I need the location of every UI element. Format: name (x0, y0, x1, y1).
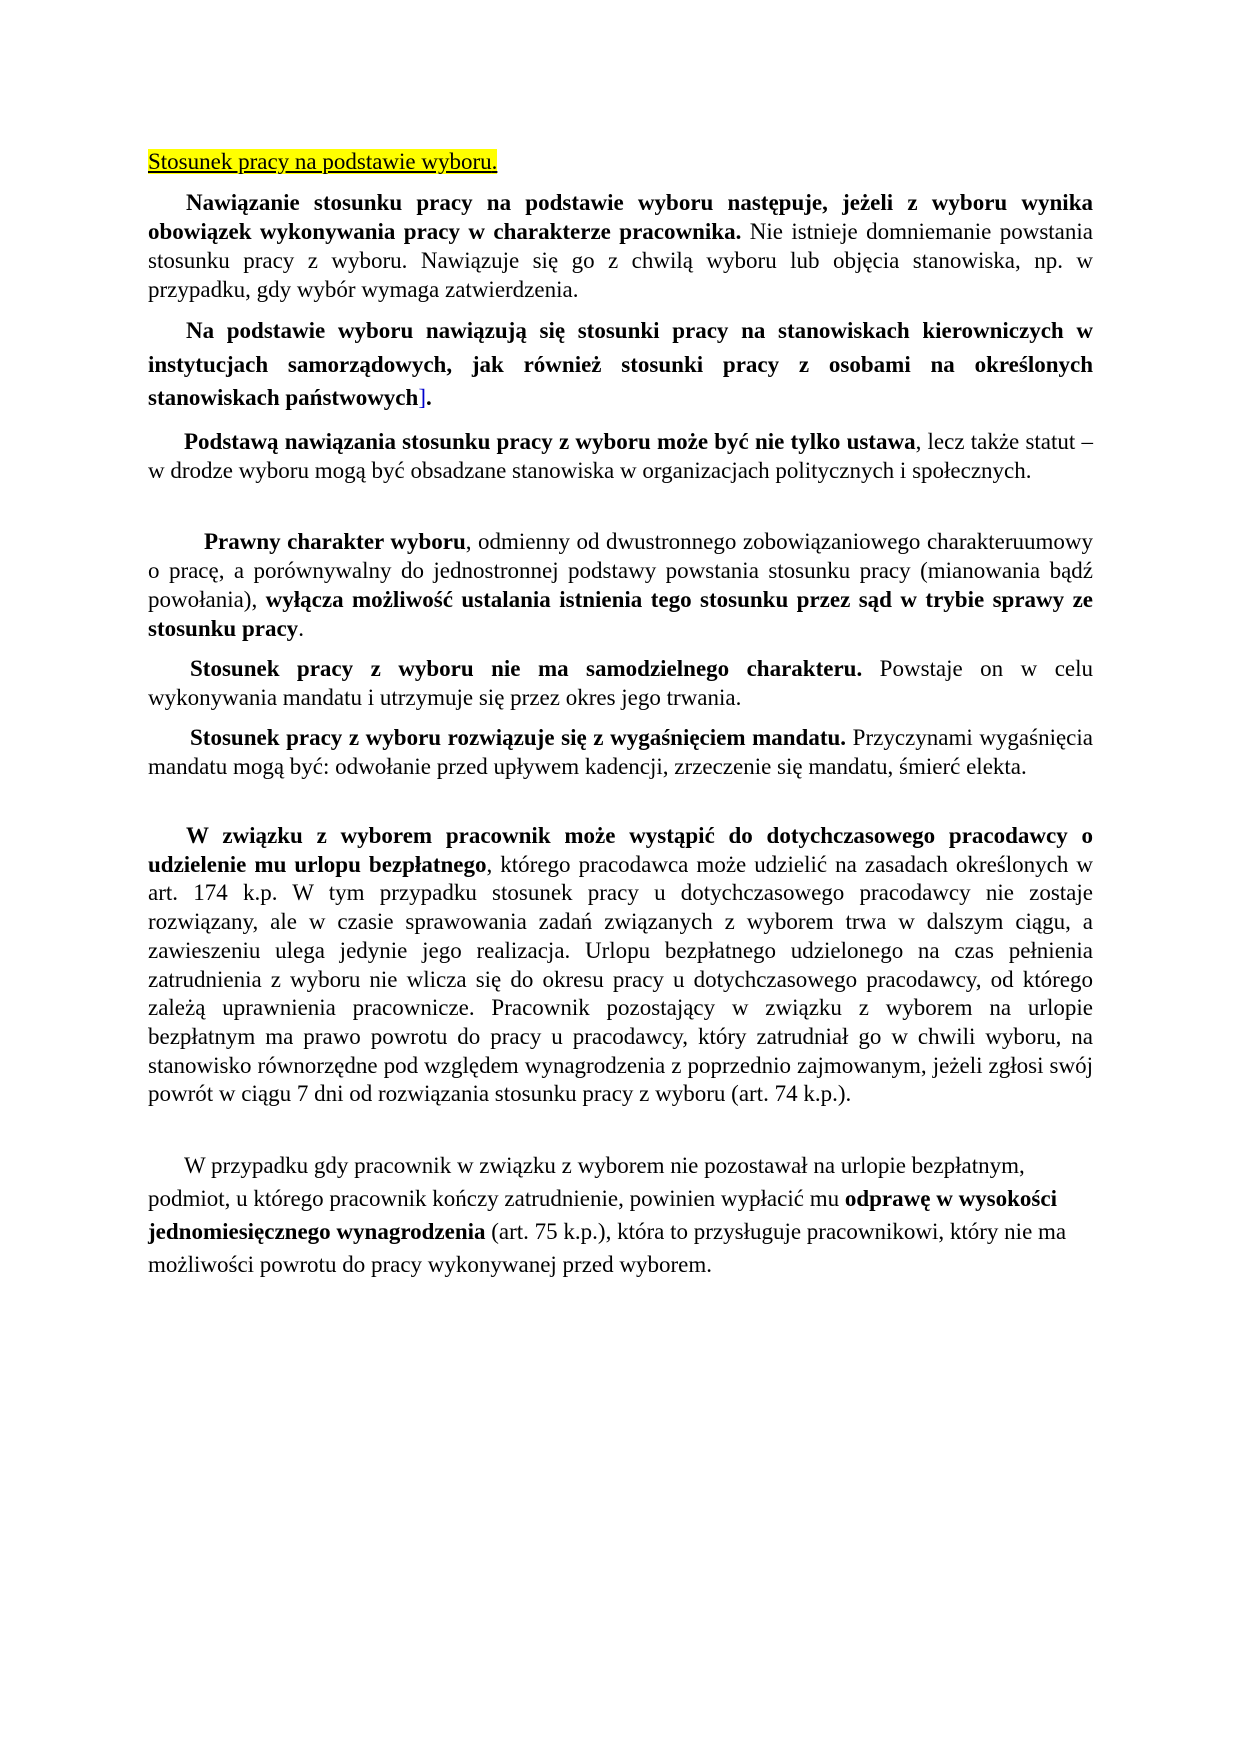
bold-text: Stosunek pracy z wyboru rozwiązuje się z wygaśnięciem mandatu. (190, 725, 847, 750)
body-text: . (298, 616, 304, 641)
body-text: Powstaje on w celu wykonywania mandatu i utrzymuje się przez okres jego trwania. (148, 656, 1094, 710)
body-text: , lecz także statut – w drodze wyboru mogą być obsadzane stanowiska w organizacjach politycznych i społecznych. (148, 429, 1093, 483)
bold-text: W związku z wyborem pracownik może wystąpić do dotychczasowego pracodawcy o udzielenie mu urlopu bezpłatnego (148, 823, 1093, 877)
footnote-link[interactable]: ] (418, 385, 426, 410)
title-text: Stosunek pracy na podstawie wyboru (148, 149, 492, 174)
bold-text: Podstawą nawiązania stosunku pracy z wyboru może być nie tylko ustawa (184, 429, 916, 454)
paragraph (148, 654, 1093, 712)
paragraph (148, 723, 1093, 781)
body-text: W przypadku gdy pracownik w związku z wyborem nie pozostawał na urlopie bezpłatnym, podmiot, u którego pracownik kończy zatrudnienie, powinien wypłacić mu (148, 1153, 1025, 1211)
bold-text: Stosunek pracy z wyboru nie ma samodzielnego charakteru. (190, 656, 863, 681)
paragraph (148, 188, 1093, 304)
body-text: , którego pracodawca może udzielić na zasadach określonych w art. 174 k.p. W tym przypadku stosunek pracy u dotychczasowego pracodawcy nie zostaje rozwiązany, ale w czasie sprawowania zadań związanych z wyborem trwa w dalszym ciągu, a zawieszeniu ulega jedynie jego realizacja. Urlopu bezpłatnego udzielonego na czas pełnienia zatrudnienia z wyboru nie wlicza się do okresu pracy u dotychczasowego pracodawcy, od którego zależą uprawnienia pracownicze. Pracownik pozostający w związku z wyborem na urlopie bezpłatnym ma prawo powrotu do pracy u pracodawcy, który zatrudniał go w chwili wyboru, na stanowisko równorzędne pod względem wynagrodzenia z poprzednio zajmowanym, jeżeli zgłosi swój powrót w ciągu 7 dni od rozwiązania stosunku pracy z wyboru (art. 74 k.p.). (148, 851, 1093, 1107)
paragraph (148, 314, 1093, 415)
bold-text: Prawny charakter wyboru (204, 529, 466, 554)
title-period: . (491, 149, 498, 174)
paragraph (148, 427, 1093, 485)
bold-text: wyłącza możliwość ustalania istnienia tego stosunku przez sąd w trybie sprawy ze stosunku pracy (148, 587, 1094, 641)
body-text: (art. 75 k.p.), która to przysługuje pracownikowi, który nie ma możliwości powrotu do pracy wykonywanej przed wyborem. (148, 1219, 1067, 1277)
bold-text: Nawiązanie stosunku pracy na podstawie wyboru następuje, jeżeli z wyboru wynika obowiązek wykonywania pracy w charakterze pracownika. (148, 190, 1093, 244)
document-title (148, 147, 497, 176)
bold-text: . (425, 385, 432, 410)
body-text: , odmienny od dwustronnego zobowiązaniowego charakteruumowy o pracę, a porównywalny do jednostronnej podstawy powstania stosunku pracy (mianowania bądź powołania), (148, 529, 1093, 612)
bold-text: odprawę w wysokości jednomiesięcznego wynagrodzenia (148, 1186, 1057, 1244)
body-text: Nie istnieje domniemanie powstania stosunku pracy z wyboru. Nawiązuje się go z chwilą wyboru lub objęcia stanowiska, np. w przypadku, gdy wybór wymaga zatwierdzenia. (148, 219, 1093, 302)
paragraph (148, 527, 1093, 643)
paragraph (148, 822, 1093, 1109)
body-text: Przyczynami wygaśnięcia mandatu mogą być: odwołanie przed upływem kadencji, zrzeczenie się mandatu, śmierć elekta. (148, 725, 1093, 779)
paragraph (148, 1149, 1078, 1281)
bold-text: Na podstawie wyboru nawiązują się stosunki pracy na stanowiskach kierowniczych w instytucjach samorządowych, jak również stosunki pracy z osobami na określonych stanowiskach państwowych (148, 318, 1093, 410)
